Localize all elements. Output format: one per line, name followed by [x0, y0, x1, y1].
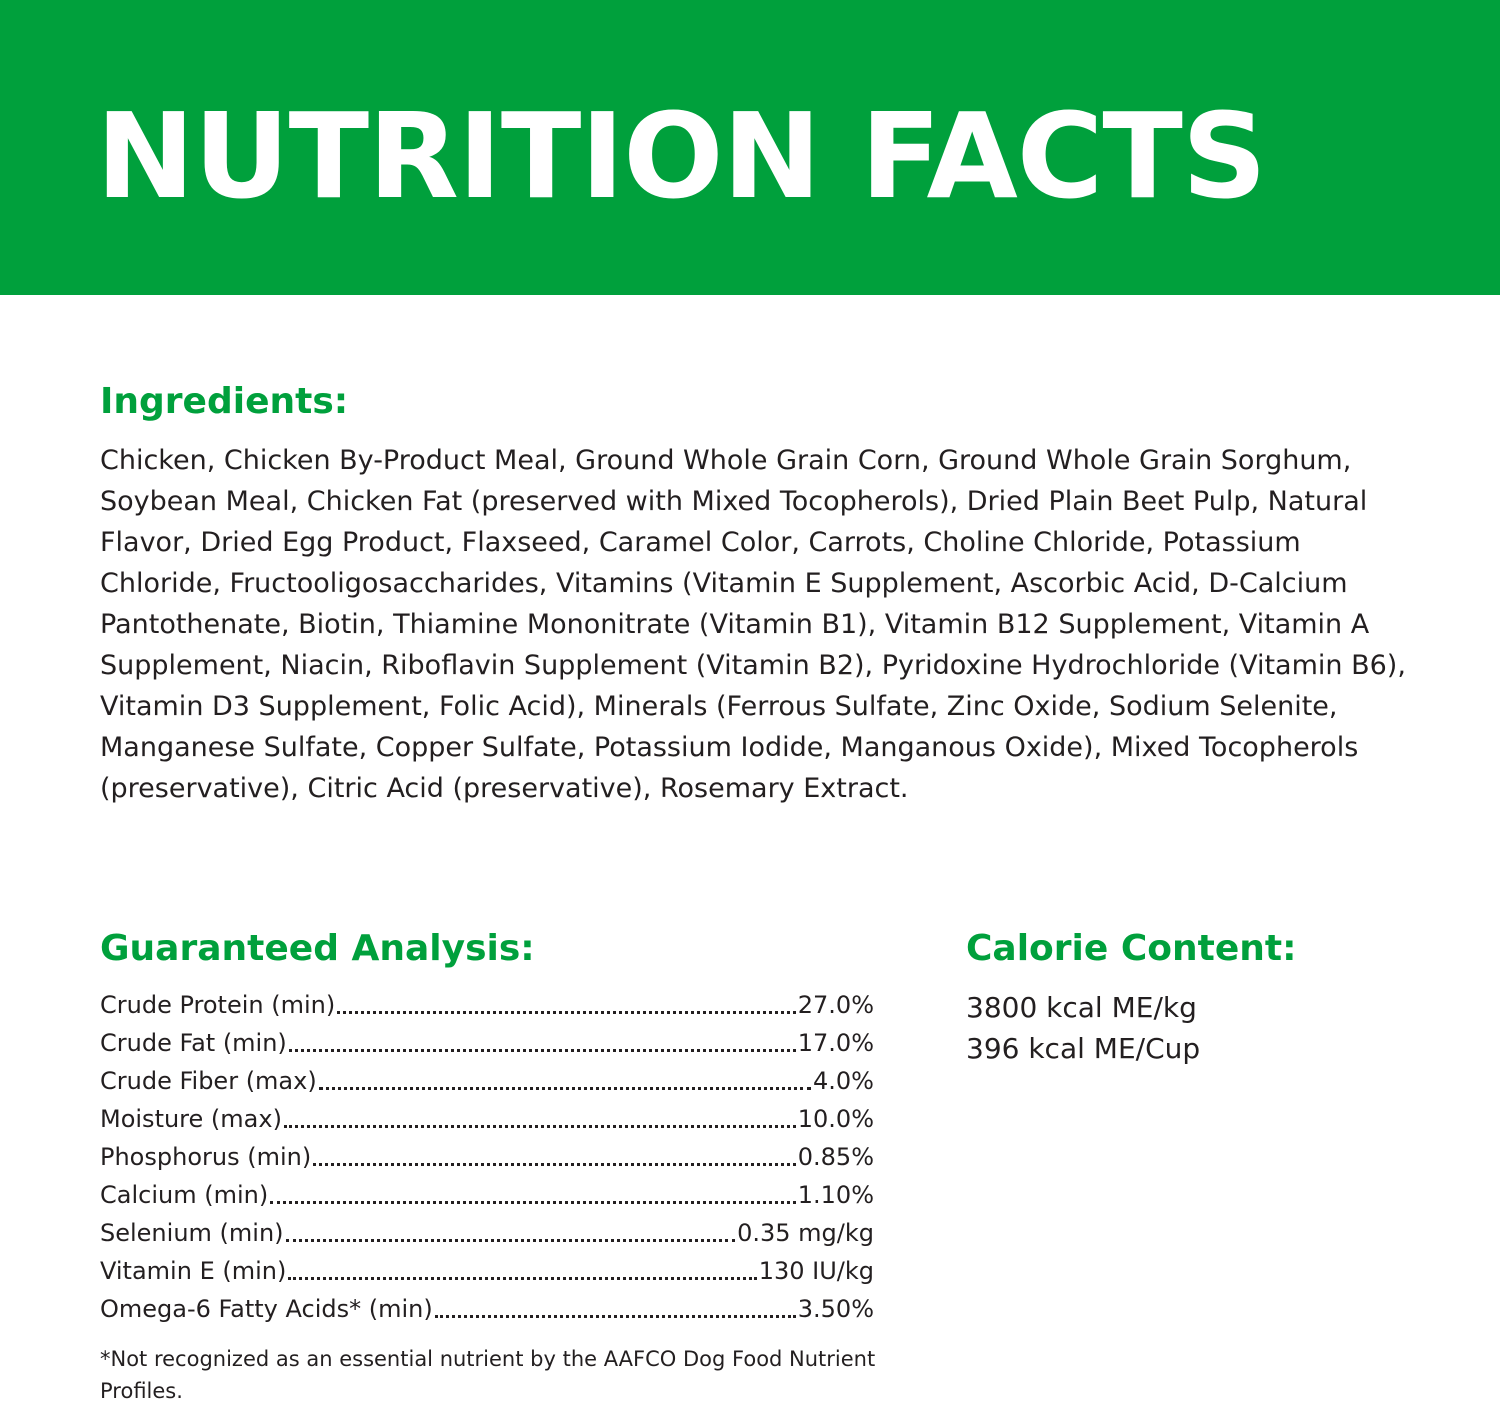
calorie-item: 3800 kcal ME/kg	[966, 991, 1197, 1024]
analysis-value: 17.0%	[797, 1029, 874, 1057]
analysis-value: 4.0%	[813, 1067, 874, 1095]
analysis-row	[100, 1024, 874, 1062]
analysis-label: Vitamin E (min)	[100, 1257, 287, 1285]
dot-leader	[313, 1163, 796, 1166]
analysis-label: Calcium (min)	[100, 1181, 269, 1209]
analysis-label: Moisture (max)	[100, 1105, 282, 1133]
dot-leader	[337, 1011, 796, 1014]
analysis-row	[100, 1214, 874, 1252]
dot-leader	[435, 1315, 796, 1318]
analysis-footnote: *Not recognized as an essential nutrient by the AAFCO Dog Food Nutrient Profiles.	[100, 1347, 876, 1403]
dot-leader	[270, 1201, 796, 1204]
analysis-value: 0.35 mg/kg	[737, 1219, 874, 1247]
analysis-row	[100, 1062, 874, 1100]
analysis-row	[100, 986, 874, 1024]
calorie-content-heading: Calorie Content:	[966, 928, 1297, 969]
dot-leader	[289, 1049, 796, 1052]
analysis-label: Omega-6 Fatty Acids* (min)	[100, 1295, 433, 1323]
analysis-row	[100, 1252, 874, 1290]
analysis-label: Selenium (min)	[100, 1219, 284, 1247]
page-title: NUTRITION FACTS	[96, 87, 1266, 225]
header-banner	[0, 0, 1500, 295]
analysis-value: 1.10%	[797, 1181, 874, 1209]
calorie-content-list	[966, 987, 1200, 1069]
analysis-value: 0.85%	[797, 1143, 874, 1171]
analysis-row	[100, 1100, 874, 1138]
analysis-row	[100, 1290, 874, 1328]
calorie-item: 396 kcal ME/Cup	[966, 1032, 1201, 1065]
ingredients-list: Chicken, Chicken By-Product Meal, Ground Whole Grain Corn, Ground Whole Grain Sorghum, Soybean Meal, Chicken Fat (preserved with Mixed Tocopherols), Dried Plain Beet Pulp, Natural Flavor, Dried Egg Product, Flaxseed, Caramel Color, Carrots, Choline Chloride, Potassium Chloride, Fructooligosaccharides, Vitamins (Vitamin E Supplement, Ascorbic Acid, D-Calcium Pantothenate, Biotin, Thiamine Mononitrate (Vitamin B1), Vitamin B12 Supplement, Vitamin A Supplement, Niacin, Riboflavin Supplement (Vitamin B2), Pyridoxine Hydrochloride (Vitamin B6), Vitamin D3 Supplement, Folic Acid), Minerals (Ferrous Sulfate, Zinc Oxide, Sodium Selenite, Manganese Sulfate, Copper Sulfate, Potassium Iodide, Manganous Oxide), Mixed Tocopherols (preservative), Citric Acid (preservative), Rosemary Extract.	[100, 445, 1406, 804]
guaranteed-analysis-heading: Guaranteed Analysis:	[100, 928, 535, 969]
analysis-row	[100, 1138, 874, 1176]
analysis-label: Crude Protein (min)	[100, 991, 336, 1019]
dot-leader	[286, 1239, 736, 1242]
analysis-label: Phosphorus (min)	[100, 1143, 312, 1171]
dot-leader	[319, 1087, 811, 1090]
guaranteed-analysis-table	[100, 986, 874, 1328]
dot-leader	[284, 1125, 796, 1128]
analysis-value: 3.50%	[797, 1295, 874, 1323]
analysis-value: 10.0%	[797, 1105, 874, 1133]
analysis-label: Crude Fiber (max)	[100, 1067, 317, 1095]
ingredients-heading: Ingredients:	[100, 381, 349, 422]
analysis-label: Crude Fat (min)	[100, 1029, 287, 1057]
analysis-value: 27.0%	[797, 991, 874, 1019]
dot-leader	[288, 1277, 756, 1280]
analysis-row	[100, 1176, 874, 1214]
analysis-value: 130 IU/kg	[758, 1257, 874, 1285]
